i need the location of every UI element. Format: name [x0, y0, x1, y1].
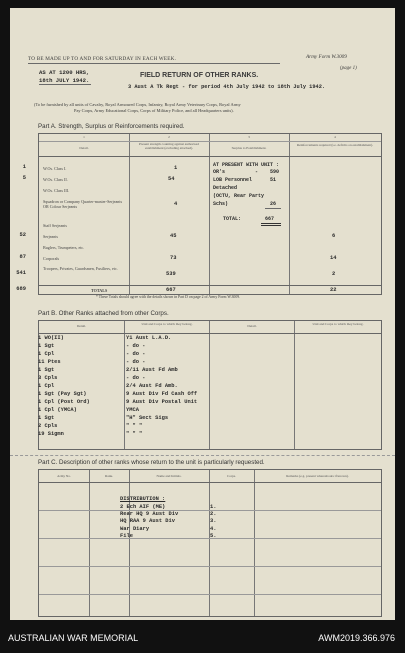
margin-total: 689	[16, 286, 26, 292]
present-serjeants: 45	[170, 233, 177, 239]
present-wo1: 1	[174, 165, 178, 171]
part-b-detail: 1 Sgt	[38, 343, 55, 349]
part-b-detail: 11 Ptes	[38, 359, 61, 365]
part-b-unit: " " "	[126, 423, 143, 429]
part-b-unit: - do -	[126, 359, 146, 365]
header-rule	[28, 63, 280, 64]
col-b-detail-2: Detail.	[247, 324, 257, 328]
col-c-name: Name and Initials.	[156, 474, 182, 478]
made-up-notice: TO BE MADE UP TO AND FOR SATURDAY IN EACH WEEK.	[28, 56, 177, 62]
distribution-recipient: File	[120, 532, 133, 539]
part-c-heading: Part C. Description of other ranks whose return to the unit is particularly requested.	[38, 459, 265, 466]
col-present-strength: Present strength counting against authorised establishment (excluding attached).	[139, 142, 199, 150]
instruction-line-1: (To be furnished by all units of Cavalry, Royal Armoured Corps, Infantry, Royal Army Veterinary Corps, Royal Army	[34, 102, 241, 107]
margin-troopers: 541	[16, 270, 26, 276]
row-wo3: W.Os. Class III.	[43, 188, 70, 193]
as-at-time: AS AT 1200 HRS,	[39, 69, 90, 76]
part-b-unit: - do -	[126, 351, 146, 357]
surplus-note-3: LOB Personnel 51	[213, 177, 277, 183]
part-b-unit: - do -	[126, 343, 146, 349]
row-totals: TOTALS	[91, 288, 108, 293]
present-troopers: 539	[166, 271, 176, 277]
col-surplus: Surplus to Establishment.	[231, 146, 267, 150]
surplus-note-4: Detached	[213, 185, 238, 191]
distribution-copy-number: 5.	[210, 532, 217, 539]
part-a-heading: Part A. Strength, Surplus or Reinforcements required.	[38, 123, 185, 130]
part-b-detail: 1 Cpl (Post Ord)	[38, 399, 90, 405]
perforation-line	[10, 455, 395, 456]
row-serjeants: Serjeants	[43, 234, 59, 239]
part-b-unit: 9 Aust Div Postal Unit	[126, 399, 198, 405]
part-b-detail: 1 Sgt	[38, 415, 55, 421]
part-b-unit: " " "	[126, 431, 143, 437]
row-wo1: W.Os. Class I.	[43, 166, 67, 171]
row-wo2: W.Os. Class II.	[43, 177, 68, 182]
margin-wo1: 1	[22, 164, 26, 170]
footer-institution: AUSTRALIAN WAR MEMORIAL	[8, 633, 139, 643]
part-b-unit: 9 Aust Div Fd Cash Off	[126, 391, 198, 397]
row-corporals: Corporals	[43, 256, 60, 261]
part-b-detail: 1 Cpl	[38, 383, 55, 389]
part-b-unit: - do -	[126, 375, 146, 381]
col-c-rank: Rank.	[104, 474, 113, 478]
margin-corporals: 87	[19, 254, 26, 260]
part-b-heading: Part B. Other Ranks attached from other Corps.	[38, 310, 169, 317]
part-b-detail: 1 Cpl	[38, 351, 55, 357]
distribution-copy-number: 3.	[210, 518, 217, 525]
surplus-note-6: Schs) 26	[213, 201, 277, 207]
page-number: (page 1)	[340, 66, 357, 71]
footer-accession: AWM2019.366.976	[318, 633, 395, 643]
present-wo2: 54	[168, 176, 175, 182]
col-b-unit: Unit and Corps to which they belong.	[141, 322, 193, 326]
unit-period: 3 Aust A Tk Regt - for period 4th July 1942 to 18th July 1942.	[128, 84, 326, 90]
surplus-note-5: (OCTU, Rear Party	[213, 193, 265, 199]
reinf-corporals: 14	[330, 255, 337, 261]
surplus-note-1: AT PRESENT WITH UNIT :	[213, 162, 280, 168]
form-number: Army Form W.3009	[306, 54, 347, 60]
distribution-title: DISTRIBUTION :	[120, 496, 166, 502]
distribution-recipient: HQ RAA 9 Aust Div	[120, 518, 175, 525]
part-b-unit: YMCA	[126, 407, 139, 413]
instruction-line-2: Pay Corps, Army Educational Corps, Corps of Military Police, and all Headquarters units).	[74, 108, 234, 113]
part-a-footnote: * These Totals should agree with the details shown in Part D on page 2 of Army Form W.3009.	[96, 295, 241, 299]
part-b-detail: 1 Sgt (Pay Sgt)	[38, 391, 87, 397]
col-b-unit-2: Unit and Corps to which they belong.	[312, 322, 364, 326]
row-cqms: Squadron or Company Quarter-master-Serjeants OR Colour Serjeants	[43, 199, 123, 209]
form-title: FIELD RETURN OF OTHER RANKS.	[140, 72, 259, 79]
present-corporals: 73	[170, 255, 177, 261]
part-b-unit: Y1 Aust L.A.D.	[126, 335, 172, 341]
margin-wo2: 5	[22, 175, 26, 181]
distribution-copy-number: 2.	[210, 511, 217, 518]
col-c-corps: Corps.	[227, 474, 236, 478]
part-b-detail: 1 WO(II)	[38, 335, 64, 341]
part-b-detail: 1 Cpl (YMCA)	[38, 407, 77, 413]
part-b-detail: 19 Sigmn	[38, 431, 64, 437]
row-buglers: Buglers, Trumpeters, etc.	[43, 245, 85, 250]
part-b-unit: 2/4 Aust Fd Amb.	[126, 383, 178, 389]
part-a-table: 1 2 3 4 Detail. Present strength counting against authorised establishment (excluding attached). Surplus to Establishment. Reinforcements required (i.e. deficits on establishment). W.Os. Class I. W.Os. Class II. W.Os. Class III. Squadron or Company Quarter-master-Serjeants OR Colour Serjeants Staff Serjeants Serjeants Buglers, Trumpeters, etc. Corporals Troopers, Privates, Guardsmen, Fusiliers, etc. TOTALS 1 54 4 45 73 539 667 AT PRESENT WITH UNIT : OR's - 590 LOB Personnel 51 Detached (OCTU, Rear Party Schs) 26 TOTAL: 667 6 14 2 22	[38, 133, 382, 295]
row-troopers: Troopers, Privates, Guardsmen, Fusiliers, etc.	[43, 266, 118, 271]
date-underline	[39, 84, 91, 85]
part-b-detail: 1 Sgt	[38, 367, 55, 373]
col-c-remarks: Remarks (e.g. present whereabouts if known).	[286, 474, 349, 478]
present-total: 667	[166, 287, 176, 293]
distribution-recipient: Rear HQ 9 Aust Div	[120, 511, 179, 518]
reinf-troopers: 2	[332, 271, 336, 277]
distribution-recipient: War Diary	[120, 525, 150, 532]
part-b-unit: "H" Sect Sigs	[126, 415, 169, 421]
col-reinforcements: Reinforcements required (i.e. deficits on establishment).	[296, 143, 374, 147]
as-at-date: 18th JULY 1942.	[39, 77, 90, 84]
col-b-detail: Detail.	[76, 324, 87, 328]
form-sheet	[10, 8, 395, 620]
part-c-table	[38, 469, 382, 617]
distribution-copy-number: 1.	[210, 504, 217, 510]
reinf-total: 22	[330, 287, 337, 293]
part-b-table	[38, 320, 382, 450]
part-b-detail: 3 Cpls	[38, 375, 58, 381]
present-cqms: 4	[174, 201, 178, 207]
col-c-army-no: Army No.	[57, 474, 71, 478]
row-staff-serjeants: Staff Serjeants	[43, 223, 67, 228]
footer-bar	[0, 630, 405, 653]
reinf-serjeants: 6	[332, 233, 336, 239]
margin-serjeants: 52	[19, 232, 26, 238]
part-b-unit: 2/11 Aust Fd Amb	[126, 367, 178, 373]
distribution-copy-number: 4.	[210, 525, 217, 532]
surplus-note-2: OR's - 590	[213, 169, 280, 175]
part-b-detail: 2 Cpls	[38, 423, 58, 429]
col-detail: Detail.	[79, 146, 89, 150]
distribution-recipient: 2 Ech AIF (ME)	[120, 504, 166, 510]
surplus-total: TOTAL: 667	[223, 216, 275, 222]
